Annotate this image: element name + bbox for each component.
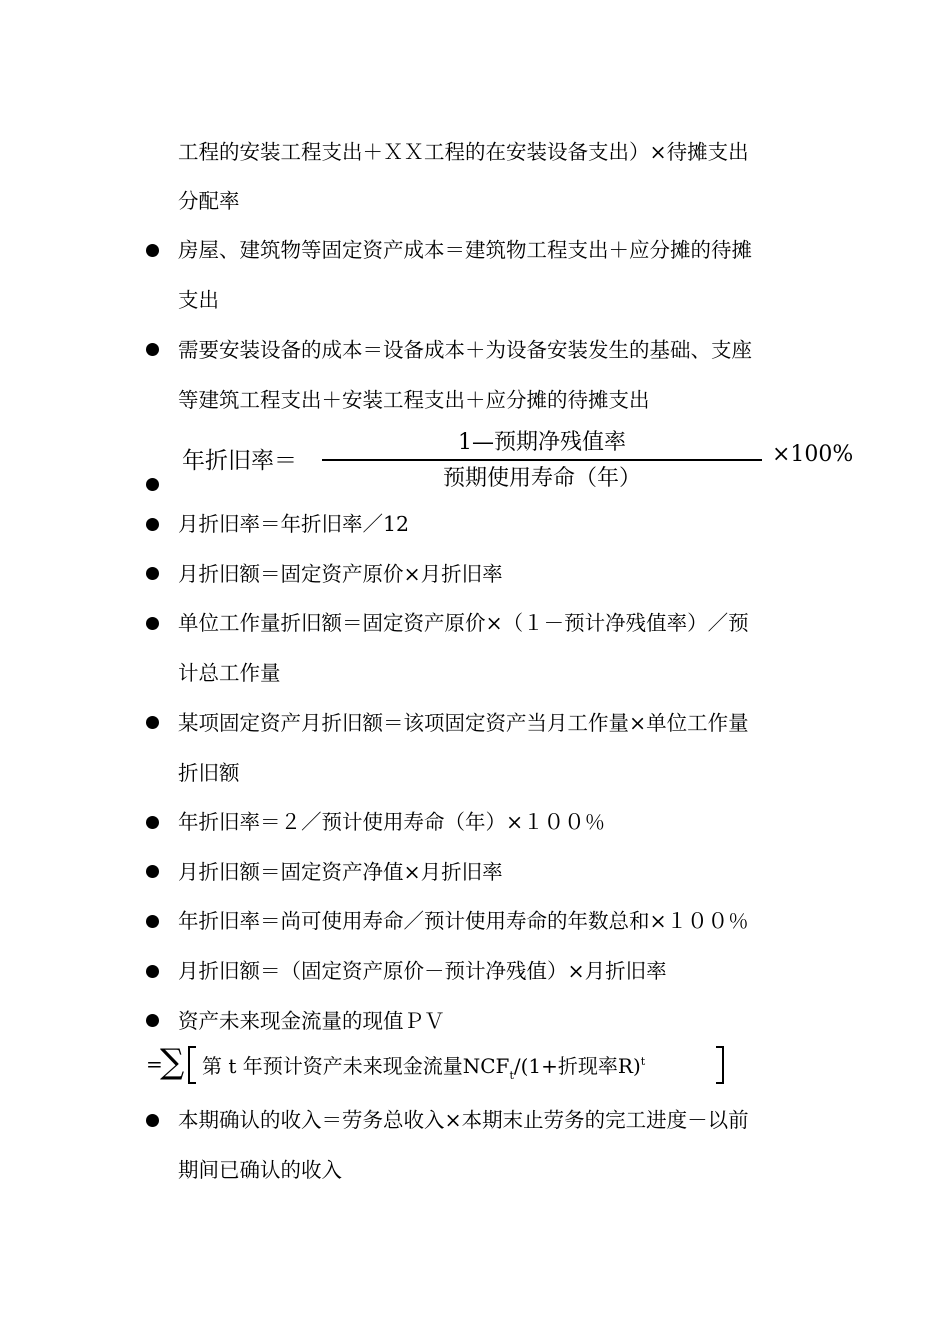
list-item: 年折旧率＝尚可使用寿命／预计使用寿命的年数总和×１００％	[178, 909, 749, 933]
bullet-icon	[146, 1014, 159, 1027]
text-line: 期间已确认的收入	[178, 1158, 342, 1182]
superscript: t	[640, 1055, 646, 1068]
formula-rhs: ×100%	[772, 442, 854, 467]
text-line: 支出	[178, 288, 219, 312]
bullet-icon	[146, 244, 159, 257]
list-item: 房屋、建筑物等固定资产成本＝建筑物工程支出＋应分摊的待摊	[178, 238, 752, 262]
sigma-symbol: ∑	[160, 1042, 185, 1082]
right-bracket	[716, 1046, 724, 1084]
bullet-icon	[146, 915, 159, 928]
bullet-icon	[146, 965, 159, 978]
left-bracket	[188, 1046, 196, 1084]
list-item: 月折旧额＝固定资产原价×月折旧率	[178, 562, 503, 586]
list-item: 年折旧率＝２／预计使用寿命（年）×１００％	[178, 810, 606, 834]
fraction-denominator: 预期使用寿命（年）	[442, 466, 641, 491]
formula-lhs: 年折旧率＝	[182, 448, 297, 474]
list-item: 月折旧率＝年折旧率／12	[178, 512, 410, 536]
text-line: 折旧额	[178, 761, 240, 785]
bullet-icon	[146, 343, 159, 356]
list-item: 资产未来现金流量的现值ＰＶ	[178, 1009, 445, 1033]
list-item: 月折旧额＝固定资产净值×月折旧率	[178, 860, 503, 884]
text-line: 工程的安装工程支出＋ＸＸ工程的在安装设备支出）×待摊支出	[178, 140, 749, 164]
formula-equals: =	[146, 1052, 163, 1076]
list-item: 某项固定资产月折旧额＝该项固定资产当月工作量×单位工作量	[178, 711, 749, 735]
bullet-icon	[146, 478, 159, 491]
list-item: 本期确认的收入＝劳务总收入×本期末止劳务的完工进度－以前	[178, 1108, 749, 1132]
bullet-icon	[146, 816, 159, 829]
subscript: t	[509, 1069, 514, 1082]
bullet-icon	[146, 716, 159, 729]
bullet-icon	[146, 617, 159, 630]
fraction-numerator: 1—预期净残值率	[458, 430, 626, 455]
text-line: 分配率	[178, 189, 240, 213]
text-line: 等建筑工程支出＋安装工程支出＋应分摊的待摊支出	[178, 388, 650, 412]
bullet-icon	[146, 1114, 159, 1127]
list-item: 月折旧额＝（固定资产原价－预计净残值）×月折旧率	[178, 959, 667, 983]
bullet-icon	[146, 567, 159, 580]
bullet-icon	[146, 518, 159, 531]
text-line: 计总工作量	[178, 661, 281, 685]
formula-body: 第 t 年预计资产未来现金流量$NCF_t/(1+$折现率R)$^t$	[202, 1054, 646, 1082]
list-item: 需要安装设备的成本＝设备成本＋为设备安装发生的基础、支座	[178, 338, 752, 362]
bullet-icon	[146, 865, 159, 878]
list-item: 单位工作量折旧额＝固定资产原价×（１－预计净残值率）／预	[178, 611, 749, 635]
